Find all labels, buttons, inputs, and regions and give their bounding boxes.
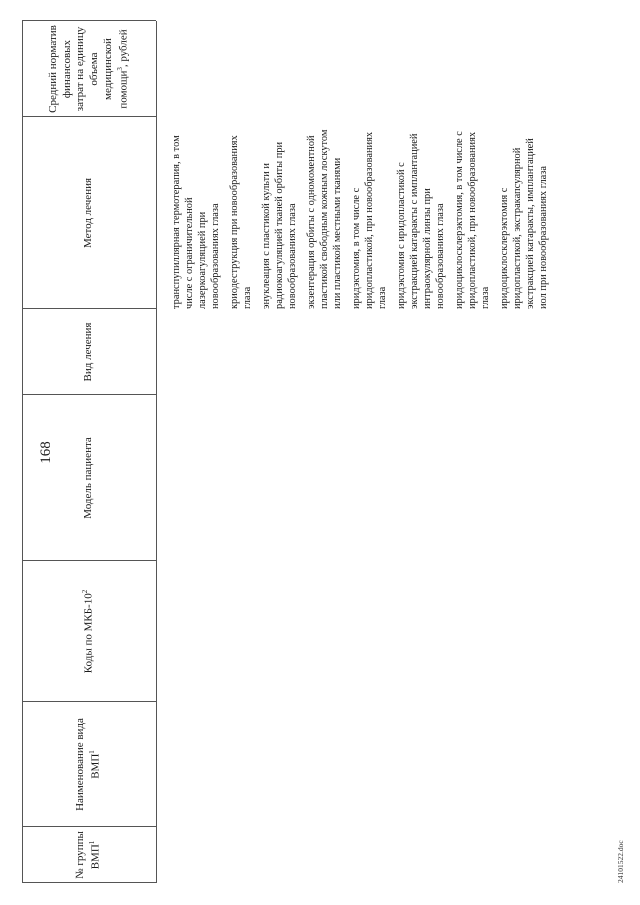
list-item: транспупиллярная термотерапия, в том числе с ограничительной лазеркоагуляцией при новообразованиях глаза bbox=[171, 135, 221, 309]
list-item: иридэктомия, в том числе с иридопластикой, при новообразованиях глаза bbox=[351, 131, 388, 309]
header-group-number: № группы ВМП$^1$ bbox=[74, 831, 102, 879]
header-patient-model: Модель пациента bbox=[82, 437, 95, 519]
list-item: криодеструкция при новообразованиях глаза bbox=[229, 135, 253, 309]
list-item: иридоциклосклерэктомия, в том числе с иридопластикой, при новообразованиях глаза bbox=[454, 131, 491, 309]
document-code: 24101522.doc bbox=[616, 840, 625, 883]
table-header bbox=[22, 21, 156, 883]
header-icd-codes: Коды по МКБ-$10^2$ bbox=[81, 589, 95, 674]
list-item: энуклеация с пластикой культи и радиокоагуляцией тканей орбиты при новообразованиях глаза bbox=[261, 141, 298, 309]
table-rule-bottom bbox=[156, 21, 157, 883]
header-treatment-method: Метод лечения bbox=[82, 177, 95, 249]
header-vmp-name: Наименование вида ВМП$^1$ bbox=[74, 718, 102, 811]
header-treatment-type: Вид лечения bbox=[82, 322, 95, 382]
treatment-method-list bbox=[170, 129, 556, 309]
list-item: экзентерация орбиты с одномоментной пластикой свободным кожным лоскутом или пластикой местными тканями bbox=[306, 129, 343, 309]
header-cost-standard: Средний норматив финансовых затрат на единицу объема медицинской помощи$^3$, рублей bbox=[46, 25, 130, 113]
list-item: иридэктомия с иридопластикой с экстракцией катаракты с имплантацией интраокулярной линзы при новообразованиях глаза bbox=[396, 133, 446, 309]
list-item: иридоциклосклерэктомия с иридопластикой, экстракапсулярной экстракцией катаракты, имплантацией иол при новообразованиях глаза bbox=[499, 138, 549, 309]
page-number: 168 bbox=[38, 441, 54, 464]
